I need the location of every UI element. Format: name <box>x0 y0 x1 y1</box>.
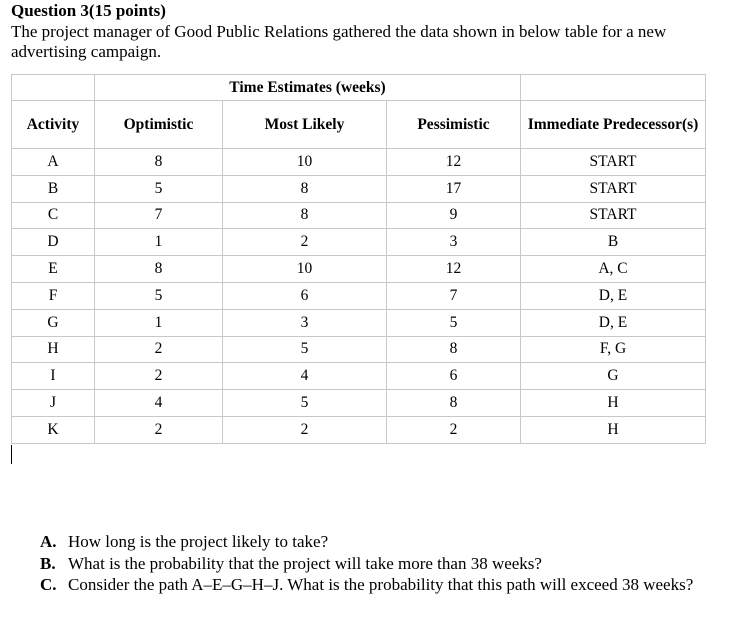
table-row <box>12 309 706 336</box>
column-header-most-likely: Most Likely <box>223 101 387 149</box>
table-cell: START <box>521 202 706 229</box>
text-cursor <box>11 445 12 464</box>
table-cell: H <box>12 336 95 363</box>
table-row <box>12 363 706 390</box>
table-row <box>12 282 706 309</box>
table-cell: 2 <box>387 416 521 443</box>
table-cell: 8 <box>387 336 521 363</box>
table-cell: 8 <box>95 256 223 283</box>
table-cell: C <box>12 202 95 229</box>
table-cell: 7 <box>387 282 521 309</box>
table-cell: H <box>521 416 706 443</box>
table-row <box>12 175 706 202</box>
sub-question <box>40 553 740 575</box>
table-cell: 8 <box>223 175 387 202</box>
column-header-immediate-predecessor-s: Immediate Predecessor(s) <box>521 101 706 149</box>
table-cell: 5 <box>95 175 223 202</box>
table-cell: F, G <box>521 336 706 363</box>
table-cell: D, E <box>521 282 706 309</box>
question-title: Question 3(15 points) <box>11 1 166 20</box>
table-cell: G <box>521 363 706 390</box>
sub-question-letter: A. <box>40 532 57 551</box>
time-estimates-group-header: Time Estimates (weeks) <box>95 75 521 101</box>
column-header-optimistic: Optimistic <box>95 101 223 149</box>
table-cell: 2 <box>223 229 387 256</box>
table-cell: 6 <box>223 282 387 309</box>
table-cell: 7 <box>95 202 223 229</box>
table-cell: 4 <box>95 390 223 417</box>
table-row <box>12 202 706 229</box>
table-row <box>12 390 706 417</box>
sub-question-letter: C. <box>40 575 57 594</box>
table-cell: 2 <box>95 416 223 443</box>
table-cell: G <box>12 309 95 336</box>
table-cell: I <box>12 363 95 390</box>
table-cell: 17 <box>387 175 521 202</box>
table-cell: D <box>12 229 95 256</box>
table-cell: 5 <box>223 390 387 417</box>
table-cell: J <box>12 390 95 417</box>
table-cell: START <box>521 175 706 202</box>
table-row <box>12 256 706 283</box>
table-row <box>12 229 706 256</box>
time-estimates-table <box>11 74 706 444</box>
table-cell: A, C <box>521 256 706 283</box>
table-cell: 5 <box>95 282 223 309</box>
table-cell: 12 <box>387 149 521 176</box>
table-cell: 1 <box>95 229 223 256</box>
table-cell: 8 <box>95 149 223 176</box>
question-intro: The project manager of Good Public Relations gathered the data shown in below table for a new advertising campaign. <box>11 22 667 61</box>
table-cell: 2 <box>223 416 387 443</box>
table-cell: 10 <box>223 256 387 283</box>
table-cell: H <box>521 390 706 417</box>
sub-question-text: Consider the path A–E–G–H–J. What is the probability that this path will exceed 38 weeks? <box>68 575 694 594</box>
sub-question <box>40 531 740 553</box>
table-cell: 9 <box>387 202 521 229</box>
table-cell: 5 <box>223 336 387 363</box>
table-cell: 12 <box>387 256 521 283</box>
empty-header-cell <box>521 75 706 101</box>
table-cell: 5 <box>387 309 521 336</box>
table-cell: 2 <box>95 336 223 363</box>
table-cell: START <box>521 149 706 176</box>
table-cell: 3 <box>387 229 521 256</box>
table-cell: D, E <box>521 309 706 336</box>
column-header-pessimistic: Pessimistic <box>387 101 521 149</box>
table-cell: 10 <box>223 149 387 176</box>
table-cell: 1 <box>95 309 223 336</box>
table-cell: B <box>521 229 706 256</box>
table-cell: 4 <box>223 363 387 390</box>
table-cell: 8 <box>223 202 387 229</box>
table-cell: E <box>12 256 95 283</box>
sub-questions-list <box>40 531 740 596</box>
column-header-activity: Activity <box>12 101 95 149</box>
sub-question-text: How long is the project likely to take? <box>68 532 329 551</box>
table-row <box>12 416 706 443</box>
sub-question-letter: B. <box>40 553 56 573</box>
table-cell: K <box>12 416 95 443</box>
table-cell: 3 <box>223 309 387 336</box>
table-row <box>12 149 706 176</box>
table-cell: A <box>12 149 95 176</box>
table-cell: 2 <box>95 363 223 390</box>
table-cell: F <box>12 282 95 309</box>
sub-question <box>40 574 740 596</box>
table-row <box>12 336 706 363</box>
table-cell: B <box>12 175 95 202</box>
sub-question-text: What is the probability that the project will take more than 38 weeks? <box>68 553 542 573</box>
empty-header-cell <box>12 75 95 101</box>
table-cell: 8 <box>387 390 521 417</box>
table-cell: 6 <box>387 363 521 390</box>
